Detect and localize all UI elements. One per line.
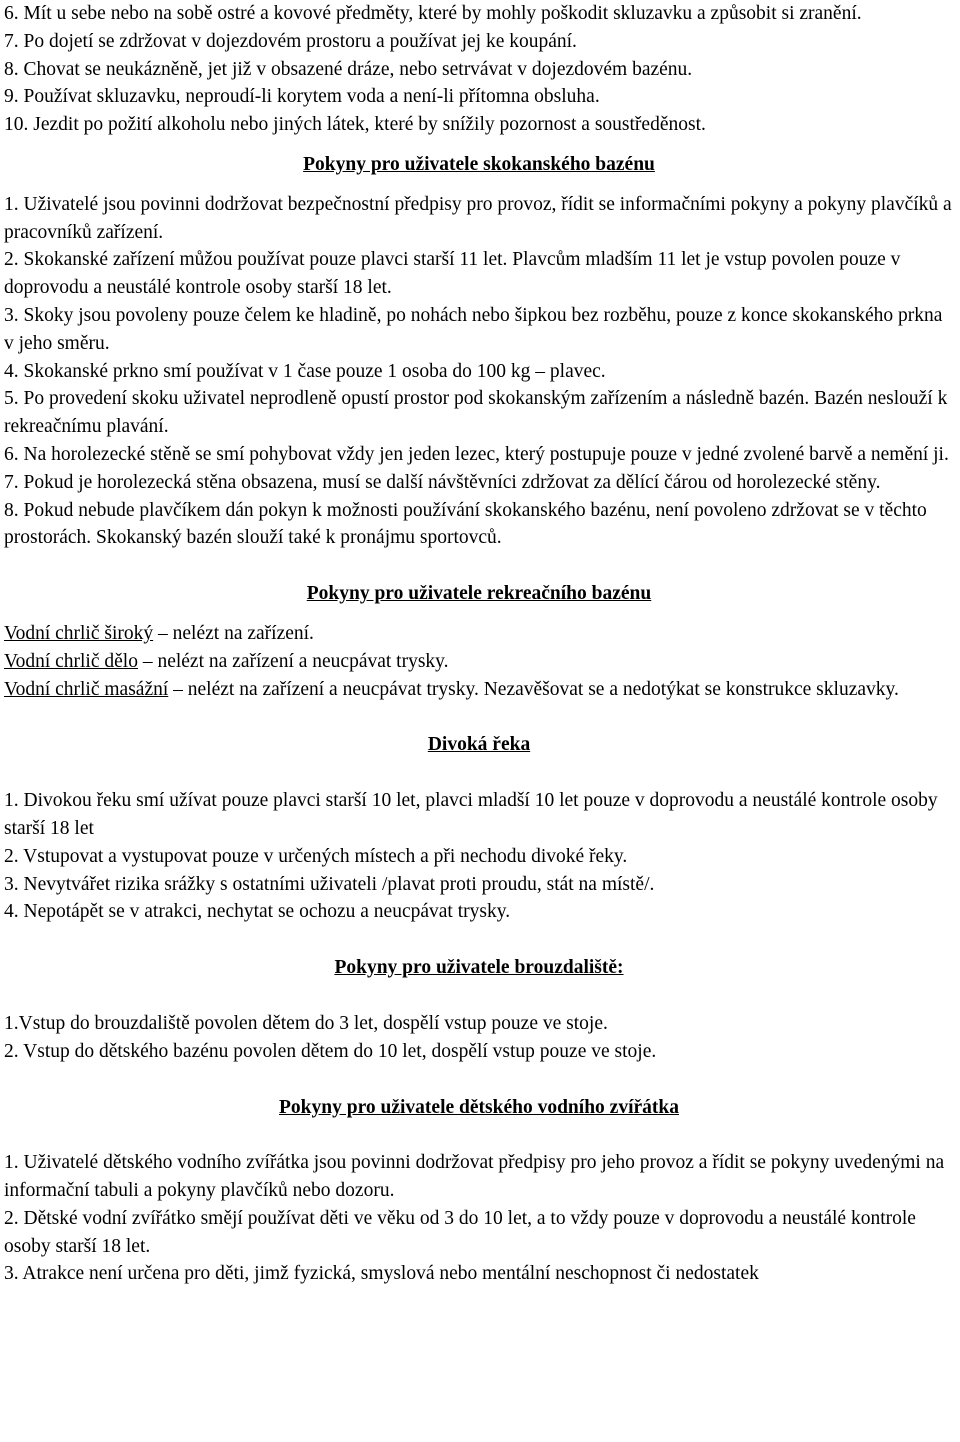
- list-item: 7. Pokud je horolezecká stěna obsazena, musí se další návštěvníci zdržovat za dělící čárou od horolezecké stěny.: [4, 471, 881, 493]
- list-item: 7. Po dojetí se zdržovat v dojezdovém prostoru a používat jej ke koupání.: [4, 30, 577, 52]
- list-item: [4, 620, 954, 648]
- list-item: 2. Skokanské zařízení můžou používat pouze plavci starší 11 let. Plavcům mladším 11 let je vstup povolen pouze v doprovodu a neustálé kontrole osoby starší 18 let.: [4, 249, 901, 299]
- item-label: Vodní chrlič široký: [4, 622, 154, 644]
- list-item: 3. Atrakce není určena pro děti, jimž fyzická, smyslová nebo mentální neschopnost či nedostatek: [4, 1263, 759, 1285]
- item-text: – nelézt na zařízení a neucpávat trysky.: [137, 650, 449, 672]
- list-item: 3. Skoky jsou povoleny pouze čelem ke hladině, po nohách nebo šipkou bez rozběhu, pouze z konce skokanského prkna v jeho směru.: [4, 304, 943, 354]
- item-label: Vodní chrlič dělo: [4, 650, 138, 672]
- list-item: 3. Nevytvářet rizika srážky s ostatními uživateli /plavat proti proudu, stát na místě/.: [4, 873, 655, 895]
- list-item: 6. Na horolezecké stěně se smí pohybovat vždy jen jeden lezec, který postupuje pouze v jedné zvolené barvě a nemění ji.: [4, 443, 949, 465]
- list-item: 1. Uživatelé jsou povinni dodržovat bezpečnostní předpisy pro provoz, řídit se informačními pokyny a pokyny plavčíků a pracovníků zařízení.: [4, 193, 952, 243]
- list-item: 9. Používat skluzavku, neproudí-li korytem voda a není-li přítomna obsluha.: [4, 86, 600, 108]
- section-heading-skokansky: Pokyny pro uživatele skokanského bazénu: [303, 153, 655, 175]
- list-item: 4. Nepotápět se v atrakci, nechytat se ochozu a neucpávat trysky.: [4, 901, 511, 923]
- section-heading-divoka-reka: Divoká řeka: [427, 734, 531, 756]
- item-text: – nelézt na zařízení a neucpávat trysky. Nezavěšovat se a nedotýkat se konstrukce skluzavky.: [168, 678, 899, 700]
- list-item: 1.Vstup do brouzdaliště povolen dětem do 3 let, dospělí vstup pouze ve stoje.: [4, 1012, 608, 1034]
- list-item: 2. Dětské vodní zvířátko smějí používat děti ve věku od 3 do 10 let, a to vždy pouze v doprovodu a neustálé kontrole osoby starší 18 let.: [4, 1207, 916, 1257]
- section-heading-zviratko: Pokyny pro uživatele dětského vodního zvířátka: [279, 1096, 679, 1118]
- item-text: – nelézt na zařízení.: [153, 622, 314, 644]
- list-item: 10. Jezdit po požití alkoholu nebo jiných látek, které by snížily pozornost a soustředěnost.: [4, 114, 706, 136]
- list-item: [4, 648, 954, 676]
- list-item: 8. Chovat se neukázněně, jet již v obsazené dráze, nebo setrvávat v dojezdovém bazénu.: [4, 58, 693, 80]
- list-item: [4, 676, 954, 704]
- list-item: 2. Vstup do dětského bazénu povolen dětem do 10 let, dospělí vstup pouze ve stoje.: [4, 1040, 657, 1062]
- list-item: 2. Vstupovat a vystupovat pouze v určených místech a při nechodu divoké řeky.: [4, 845, 628, 867]
- list-item: 4. Skokanské prkno smí používat v 1 čase pouze 1 osoba do 100 kg – plavec.: [4, 360, 606, 382]
- section-heading-rekreacni: Pokyny pro uživatele rekreačního bazénu: [306, 583, 652, 605]
- section-heading-brouzdaliste: Pokyny pro uživatele brouzdaliště:: [334, 957, 624, 979]
- list-item: 8. Pokud nebude plavčíkem dán pokyn k možnosti používání skokanského bazénu, není povoleno zdržovat se v těchto prostorách. Skokanský bazén slouží také k pronájmu sportovců.: [4, 499, 927, 549]
- item-label: Vodní chrlič masážní: [4, 678, 169, 700]
- list-item: 1. Divokou řeku smí užívat pouze plavci starší 10 let, plavci mladší 10 let pouze v doprovodu a neustálé kontrole osoby starší 18 let: [4, 790, 938, 839]
- list-item: 5. Po provedení skoku uživatel neprodleně opustí prostor pod skokanským zařízením a následně bazén. Bazén neslouží k rekreačnímu plavání.: [4, 388, 948, 438]
- list-item: 1. Uživatelé dětského vodního zvířátka jsou povinni dodržovat předpisy pro jeho provoz a řídit se pokyny uvedenými na informační tabuli a pokyny plavčíků nebo dozoru.: [4, 1152, 945, 1202]
- list-item: 6. Mít u sebe nebo na sobě ostré a kovové předměty, které by mohly poškodit skluzavku a způsobit si zranění.: [4, 3, 862, 24]
